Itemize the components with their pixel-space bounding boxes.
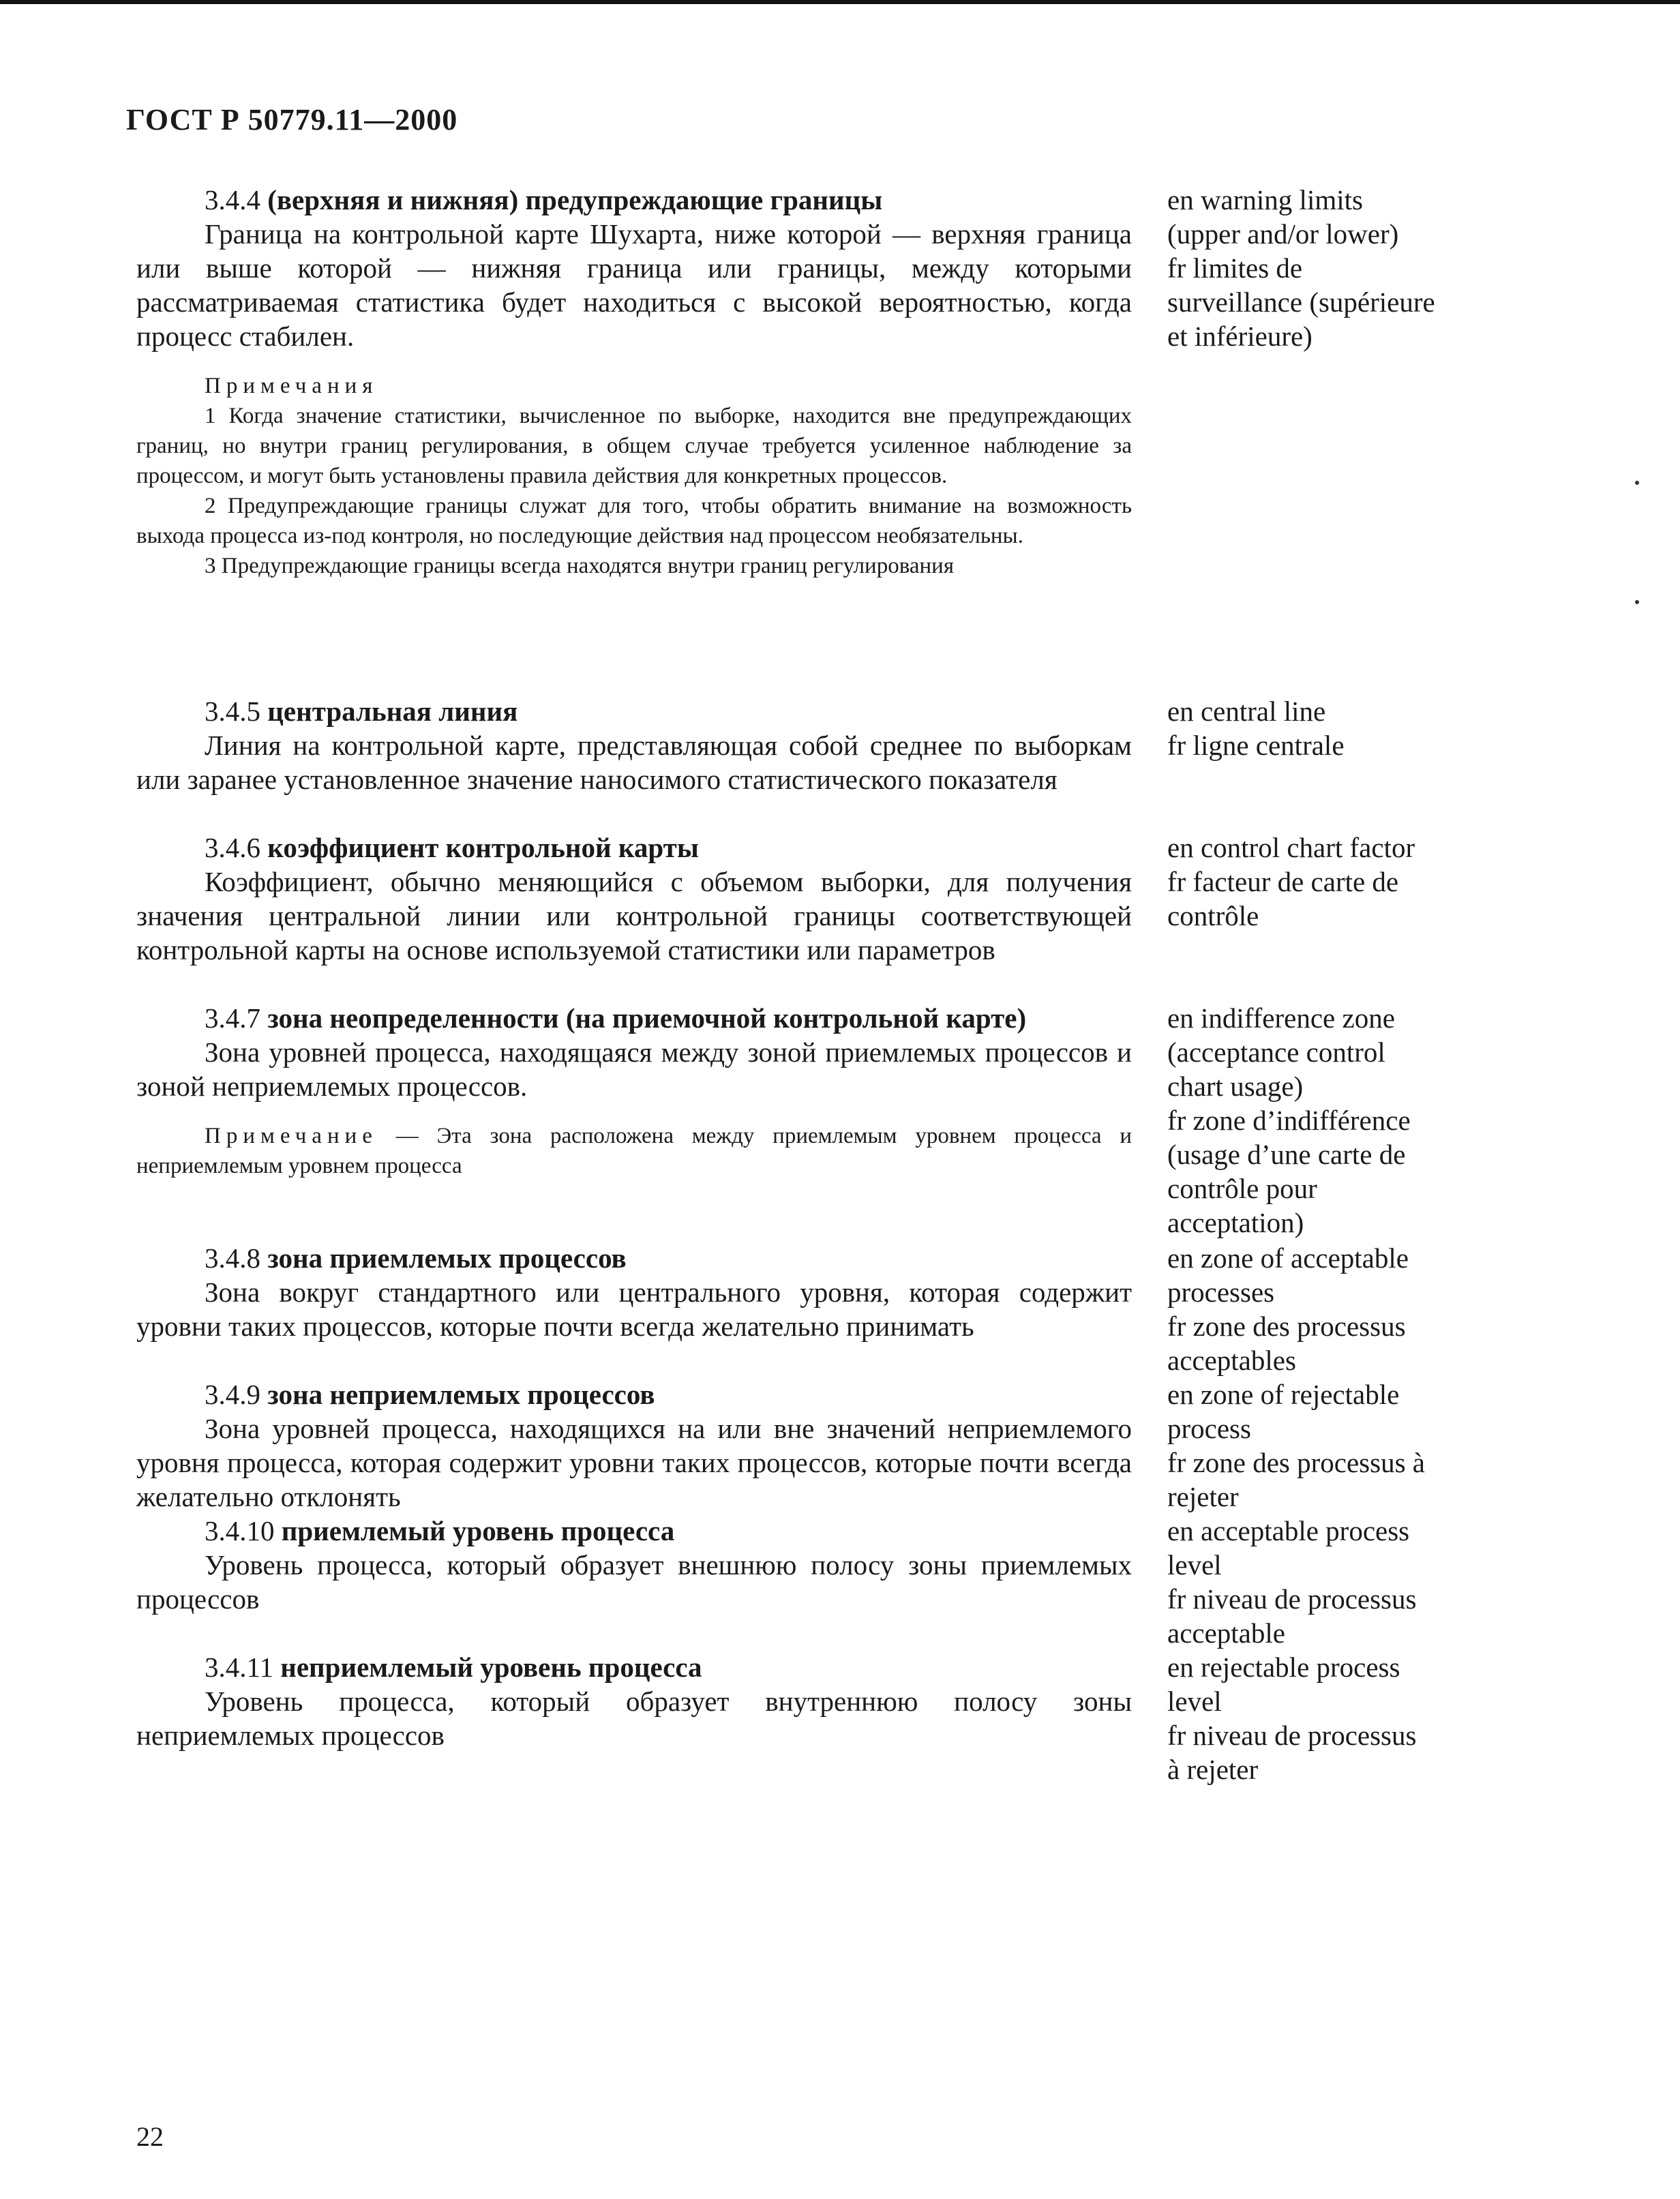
equivalent-line: acceptation) — [1167, 1207, 1304, 1238]
term-number: 3.4.11 — [205, 1651, 273, 1683]
equivalent-line: fr niveau de processus — [1167, 1720, 1417, 1751]
equivalent-line: en indifference zone — [1167, 1002, 1395, 1034]
equivalent-line: fr zone des processus à — [1167, 1447, 1425, 1478]
term-title — [136, 1514, 1132, 1548]
equivalent-line: acceptable — [1167, 1617, 1285, 1649]
scan-speck — [1635, 481, 1639, 485]
term-title — [136, 831, 1132, 865]
equivalent-line: level — [1167, 1549, 1222, 1581]
term-title — [136, 1241, 1132, 1275]
term-definition: Граница на контрольной карте Шухарта, ниже которой — верхняя граница или выше которой — нижняя граница или границы, между которыми рассматриваемая статистика будет находиться с высокой вероятностью, когда процесс стабилен. — [136, 218, 1132, 352]
term-number: 3.4.9 — [205, 1379, 260, 1410]
equivalent-line: fr limites de — [1167, 252, 1303, 284]
equivalent-line: fr ligne centrale — [1167, 730, 1345, 761]
term-number: 3.4.8 — [205, 1242, 260, 1274]
equivalent-line: chart usage) — [1167, 1071, 1304, 1102]
term-number: 3.4.5 — [205, 695, 260, 727]
term-number: 3.4.10 — [205, 1515, 275, 1546]
term-name: зона приемлемых процессов — [267, 1242, 627, 1274]
equivalent-line: surveillance (supérieure — [1167, 286, 1435, 318]
equivalents-3-4-4 — [1167, 183, 1549, 353]
equivalent-line: en zone of rejectable — [1167, 1379, 1400, 1410]
term-definition: Уровень процесса, который образует внутреннюю полосу зоны неприемлемых процессов — [136, 1686, 1132, 1751]
equivalent-line: en warning limits — [1167, 184, 1363, 215]
equivalent-line: process — [1167, 1413, 1251, 1444]
note-2: 2 Предупреждающие границы служат для того, чтобы обратить внимание на возможность выхода процесса из-под контроля, но последующие действия над процессом необязательны. — [136, 494, 1132, 548]
term-name: неприемлемый уровень процесса — [280, 1651, 702, 1683]
term-definition: Коэффициент, обычно меняющийся с объемом выборки, для получения значения центральной линии или контрольной границы соответствующей контрольной карты на основе используемой статистики или параметров — [136, 866, 1132, 966]
equivalent-line: fr zone d’indifférence — [1167, 1105, 1411, 1136]
scan-speck — [1635, 600, 1639, 604]
term-title — [136, 1377, 1132, 1411]
equivalents-3-4-5 — [1167, 694, 1549, 762]
equivalent-line: en acceptable process — [1167, 1515, 1410, 1546]
term-3-4-6 — [136, 831, 1132, 967]
term-3-4-4 — [136, 183, 1132, 581]
equivalent-line: en central line — [1167, 695, 1326, 727]
term-name: коэффициент контрольной карты — [267, 832, 699, 863]
equivalent-line: (usage d’une carte de — [1167, 1139, 1406, 1170]
equivalent-line: acceptables — [1167, 1345, 1296, 1376]
note-text: — Эта зона расположена между приемлемым уровнем процесса и неприемлемым уровнем процесса — [136, 1124, 1132, 1178]
term-title — [136, 1001, 1132, 1035]
term-name: центральная линия — [267, 695, 518, 727]
term-3-4-7 — [136, 1001, 1132, 1181]
equivalent-line: processes — [1167, 1276, 1275, 1308]
equivalent-line: level — [1167, 1686, 1222, 1717]
equivalents-3-4-9 — [1167, 1377, 1549, 1514]
equivalent-line: à rejeter — [1167, 1754, 1259, 1785]
term-definition: Линия на контрольной карте, представляющая собой среднее по выборкам или заранее установленное значение наносимого статистического показателя — [136, 730, 1132, 795]
term-3-4-10 — [136, 1514, 1132, 1616]
term-title — [136, 183, 1132, 217]
term-name: (верхняя и нижняя) предупреждающие границы — [267, 184, 883, 215]
page-number: 22 — [136, 2121, 164, 2152]
equivalent-line: fr facteur de carte de — [1167, 866, 1399, 897]
term-3-4-8 — [136, 1241, 1132, 1343]
equivalents-3-4-8 — [1167, 1241, 1549, 1377]
term-definition: Зона уровней процесса, находящихся на или вне значений неприемлемого уровня процесса, которая содержит уровни таких процессов, которые почти всегда желательно отклонять — [136, 1413, 1132, 1512]
equivalent-line: en zone of acceptable — [1167, 1242, 1409, 1274]
equivalent-line: fr zone des processus — [1167, 1311, 1406, 1342]
equivalent-line: en rejectable process — [1167, 1651, 1400, 1683]
equivalent-line: contrôle pour — [1167, 1173, 1317, 1204]
equivalent-line: fr niveau de processus — [1167, 1583, 1417, 1615]
term-title — [136, 1650, 1132, 1684]
equivalent-line: rejeter — [1167, 1481, 1239, 1512]
term-number: 3.4.7 — [205, 1002, 260, 1034]
equivalent-line: en control chart factor — [1167, 832, 1415, 863]
document-header: ГОСТ Р 50779.11—2000 — [126, 103, 458, 136]
equivalents-3-4-7 — [1167, 1001, 1549, 1240]
term-number: 3.4.4 — [205, 184, 260, 215]
note-label: Примечание — [205, 1124, 378, 1148]
scan-top-border — [0, 0, 1680, 4]
term-3-4-5 — [136, 694, 1132, 796]
note-3: 3 Предупреждающие границы всегда находятся внутри границ регулирования — [205, 554, 955, 578]
term-number: 3.4.6 — [205, 832, 260, 863]
term-name: зона неопределенности (на приемочной контрольной карте) — [267, 1002, 1027, 1034]
equivalents-3-4-10 — [1167, 1514, 1549, 1650]
term-definition: Зона вокруг стандартного или центрального уровня, которая содержит уровни таких процессов, которые почти всегда желательно принимать — [136, 1276, 1132, 1342]
term-3-4-9 — [136, 1377, 1132, 1514]
equivalent-line: (upper and/or lower) — [1167, 218, 1399, 250]
term-definition: Зона уровней процесса, находящаяся между зоной приемлемых процессов и зоной неприемлемых процессов. — [136, 1036, 1132, 1102]
note-1: 1 Когда значение статистики, вычисленное по выборке, находится вне предупреждающих границ, но внутри границ регулирования, в общем случае требуется усиленное наблюдение за процессом, и могут быть установлены правила действия для конкретных процессов. — [136, 404, 1132, 488]
term-title — [136, 694, 1132, 728]
notes-heading: Примечания — [205, 374, 378, 398]
term-name: зона неприемлемых процессов — [267, 1379, 655, 1410]
note — [136, 1121, 1132, 1181]
term-definition: Уровень процесса, который образует внешнюю полосу зоны приемлемых процессов — [136, 1549, 1132, 1615]
equivalents-3-4-11 — [1167, 1650, 1549, 1786]
equivalents-3-4-6 — [1167, 831, 1549, 933]
equivalent-line: et inférieure) — [1167, 320, 1312, 352]
term-name: приемлемый уровень процесса — [281, 1515, 675, 1546]
term-3-4-11 — [136, 1650, 1132, 1752]
equivalent-line: (acceptance control — [1167, 1036, 1385, 1068]
equivalent-line: contrôle — [1167, 900, 1259, 931]
